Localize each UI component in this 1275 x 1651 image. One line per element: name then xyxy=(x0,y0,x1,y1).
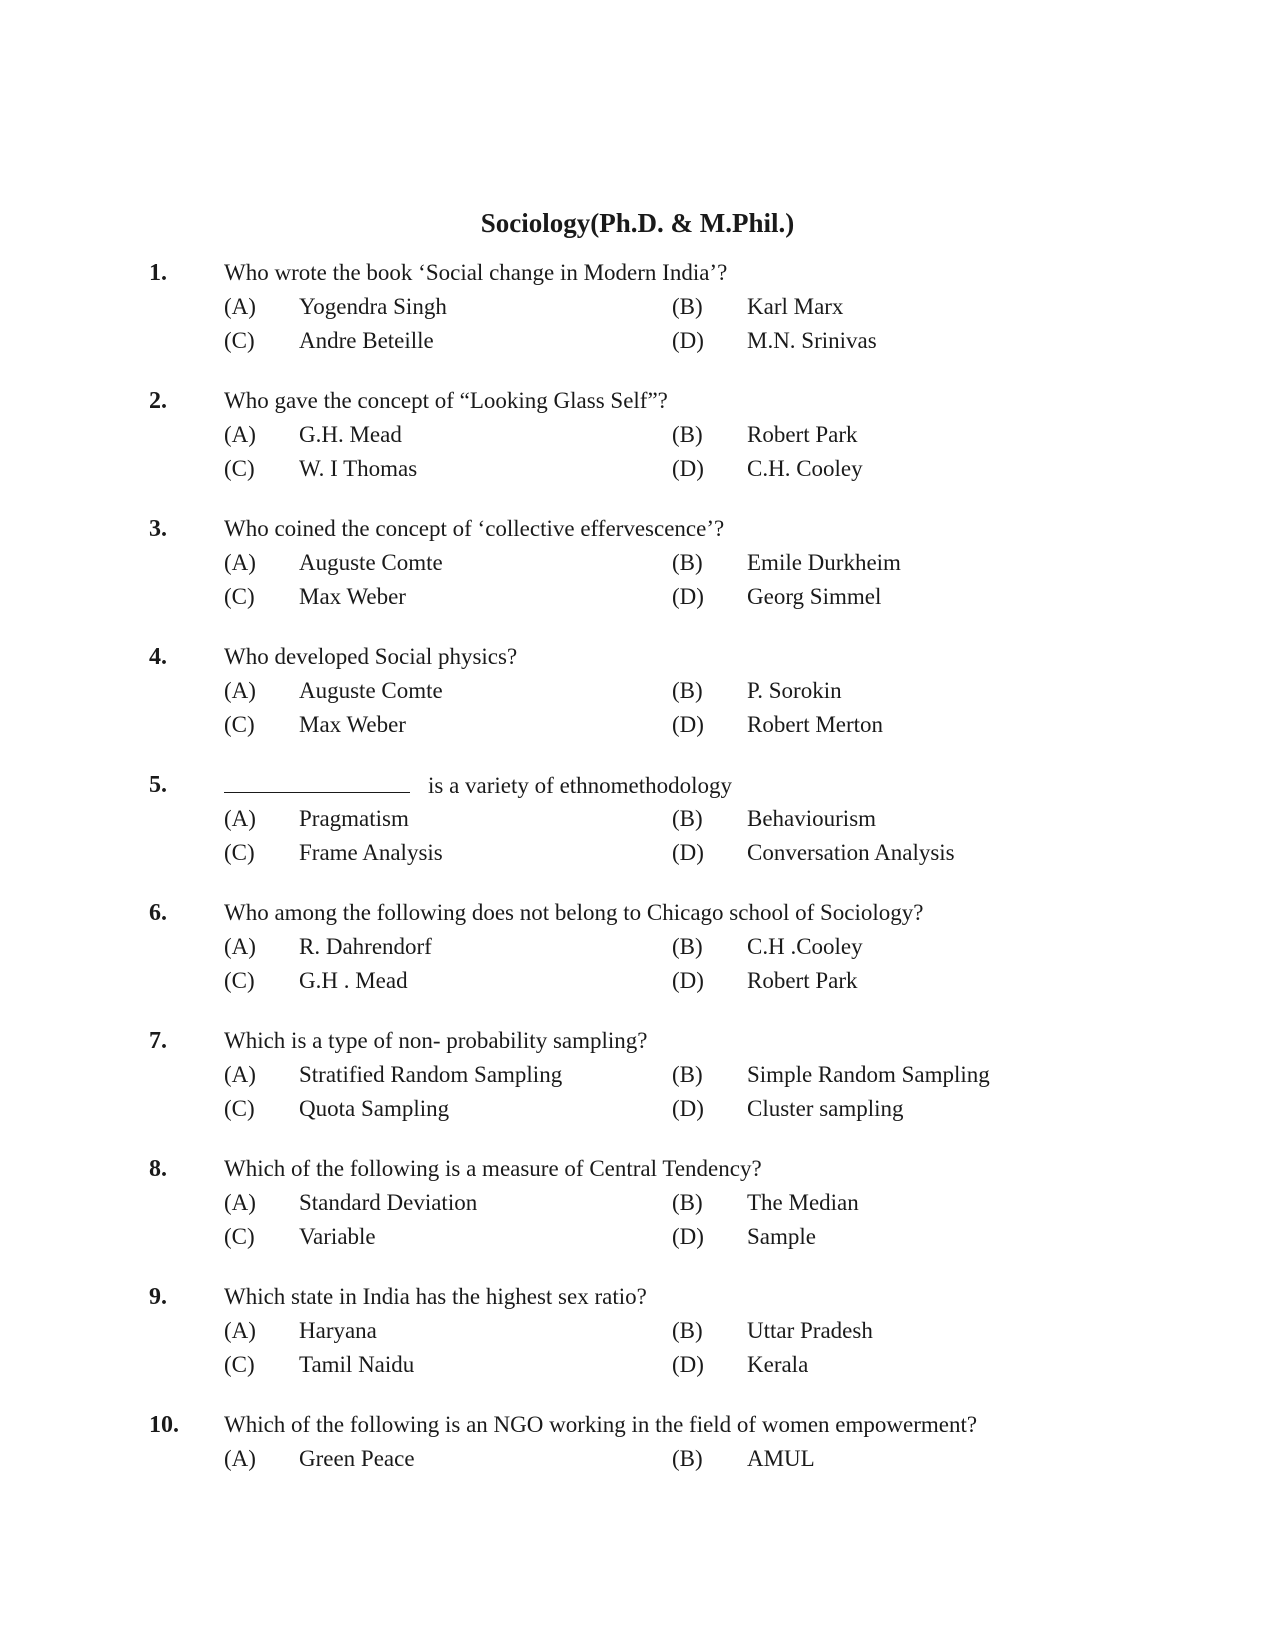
option-letter: (C) xyxy=(224,840,255,865)
option-letter: (B) xyxy=(672,1190,703,1215)
question-9 xyxy=(0,1282,1275,1410)
question-3 xyxy=(0,514,1275,642)
fill-in-blank xyxy=(224,770,410,793)
question-text: Who gave the concept of “Looking Glass Self”? xyxy=(224,388,668,413)
option-text: Kerala xyxy=(747,1352,809,1377)
option-letter: (A) xyxy=(224,550,256,575)
question-text: Which of the following is an NGO working in the field of women empowerment? xyxy=(224,1412,978,1437)
option-text: Robert Merton xyxy=(747,712,884,737)
option-text: Robert Park xyxy=(747,422,858,447)
option-text: Standard Deviation xyxy=(299,1190,478,1215)
question-text: is a variety of ethnomethodology xyxy=(428,773,733,798)
option-letter: (B) xyxy=(672,678,703,703)
option-letter: (C) xyxy=(224,968,255,993)
option-letter: (A) xyxy=(224,1062,256,1087)
option-text: G.H. Mead xyxy=(299,422,402,447)
option-letter: (D) xyxy=(672,456,704,481)
option-text: Yogendra Singh xyxy=(299,294,447,319)
option-text: Georg Simmel xyxy=(747,584,882,609)
option-text: Conversation Analysis xyxy=(747,840,955,865)
option-letter: (B) xyxy=(672,422,703,447)
option-letter: (A) xyxy=(224,934,256,959)
option-text: W. I Thomas xyxy=(299,456,418,481)
option-text: Simple Random Sampling xyxy=(747,1062,990,1087)
question-list xyxy=(0,258,1275,1538)
option-text: Variable xyxy=(299,1224,376,1249)
option-text: Tamil Naidu xyxy=(299,1352,415,1377)
option-letter: (B) xyxy=(672,1062,703,1087)
question-6 xyxy=(0,898,1275,1026)
option-letter: (B) xyxy=(672,550,703,575)
option-letter: (A) xyxy=(224,1318,256,1343)
question-5 xyxy=(0,770,1275,898)
option-letter: (C) xyxy=(224,328,255,353)
option-text: Pragmatism xyxy=(299,806,409,831)
option-text: Emile Durkheim xyxy=(747,550,901,575)
question-number: 9. xyxy=(149,1284,167,1310)
question-text: Who wrote the book ‘Social change in Modern India’? xyxy=(224,260,728,285)
option-letter: (D) xyxy=(672,840,704,865)
option-text: Sample xyxy=(747,1224,816,1249)
option-letter: (A) xyxy=(224,1446,256,1471)
option-letter: (D) xyxy=(672,1096,704,1121)
option-letter: (D) xyxy=(672,1224,704,1249)
question-text: Which is a type of non- probability sampling? xyxy=(224,1028,648,1053)
option-letter: (B) xyxy=(672,806,703,831)
option-text: C.H. Cooley xyxy=(747,456,863,481)
option-letter: (A) xyxy=(224,806,256,831)
question-number: 7. xyxy=(149,1028,167,1054)
question-number: 6. xyxy=(149,900,167,926)
option-letter: (B) xyxy=(672,1446,703,1471)
option-text: Quota Sampling xyxy=(299,1096,450,1121)
option-text: P. Sorokin xyxy=(747,678,842,703)
option-text: Max Weber xyxy=(299,584,406,609)
option-letter: (A) xyxy=(224,294,256,319)
option-text: Behaviourism xyxy=(747,806,877,831)
question-number: 5. xyxy=(149,772,167,798)
option-letter: (D) xyxy=(672,584,704,609)
question-text: Who coined the concept of ‘collective effervescence’? xyxy=(224,516,725,541)
question-number: 4. xyxy=(149,644,167,670)
question-text: Who among the following does not belong to Chicago school of Sociology? xyxy=(224,900,924,925)
option-text: Green Peace xyxy=(299,1446,415,1471)
option-text: Auguste Comte xyxy=(299,678,443,703)
question-number: 10. xyxy=(149,1412,179,1438)
question-10 xyxy=(0,1410,1275,1538)
question-text: Who developed Social physics? xyxy=(224,644,518,669)
option-text: Robert Park xyxy=(747,968,858,993)
option-text: R. Dahrendorf xyxy=(299,934,432,959)
question-number: 3. xyxy=(149,516,167,542)
option-letter: (C) xyxy=(224,456,255,481)
question-8 xyxy=(0,1154,1275,1282)
option-text: The Median xyxy=(747,1190,859,1215)
option-letter: (D) xyxy=(672,968,704,993)
option-letter: (C) xyxy=(224,712,255,737)
option-text: Stratified Random Sampling xyxy=(299,1062,563,1087)
option-text: Uttar Pradesh xyxy=(747,1318,873,1343)
option-letter: (D) xyxy=(672,712,704,737)
question-7 xyxy=(0,1026,1275,1154)
option-text: G.H . Mead xyxy=(299,968,408,993)
option-letter: (C) xyxy=(224,1096,255,1121)
question-number: 1. xyxy=(149,260,167,286)
option-letter: (C) xyxy=(224,1352,255,1377)
question-4 xyxy=(0,642,1275,770)
page-title: Sociology(Ph.D. & M.Phil.) xyxy=(480,208,795,238)
option-text: Karl Marx xyxy=(747,294,844,319)
option-letter: (D) xyxy=(672,1352,704,1377)
question-text: Which state in India has the highest sex ratio? xyxy=(224,1284,647,1309)
question-text: Which of the following is a measure of Central Tendency? xyxy=(224,1156,762,1181)
option-text: AMUL xyxy=(747,1446,815,1471)
option-letter: (B) xyxy=(672,1318,703,1343)
question-number: 2. xyxy=(149,388,167,414)
question-number: 8. xyxy=(149,1156,167,1182)
option-letter: (C) xyxy=(224,584,255,609)
question-2 xyxy=(0,386,1275,514)
option-text: C.H .Cooley xyxy=(747,934,863,959)
option-letter: (B) xyxy=(672,294,703,319)
option-letter: (C) xyxy=(224,1224,255,1249)
option-text: Frame Analysis xyxy=(299,840,443,865)
option-text: Haryana xyxy=(299,1318,377,1343)
option-text: Andre Beteille xyxy=(299,328,434,353)
option-text: M.N. Srinivas xyxy=(747,328,877,353)
option-text: Max Weber xyxy=(299,712,406,737)
option-letter: (B) xyxy=(672,934,703,959)
option-letter: (A) xyxy=(224,422,256,447)
option-text: Cluster sampling xyxy=(747,1096,904,1121)
option-letter: (A) xyxy=(224,678,256,703)
option-text: Auguste Comte xyxy=(299,550,443,575)
question-1 xyxy=(0,258,1275,386)
option-letter: (D) xyxy=(672,328,704,353)
option-letter: (A) xyxy=(224,1190,256,1215)
question-text-wrapper xyxy=(224,770,732,801)
